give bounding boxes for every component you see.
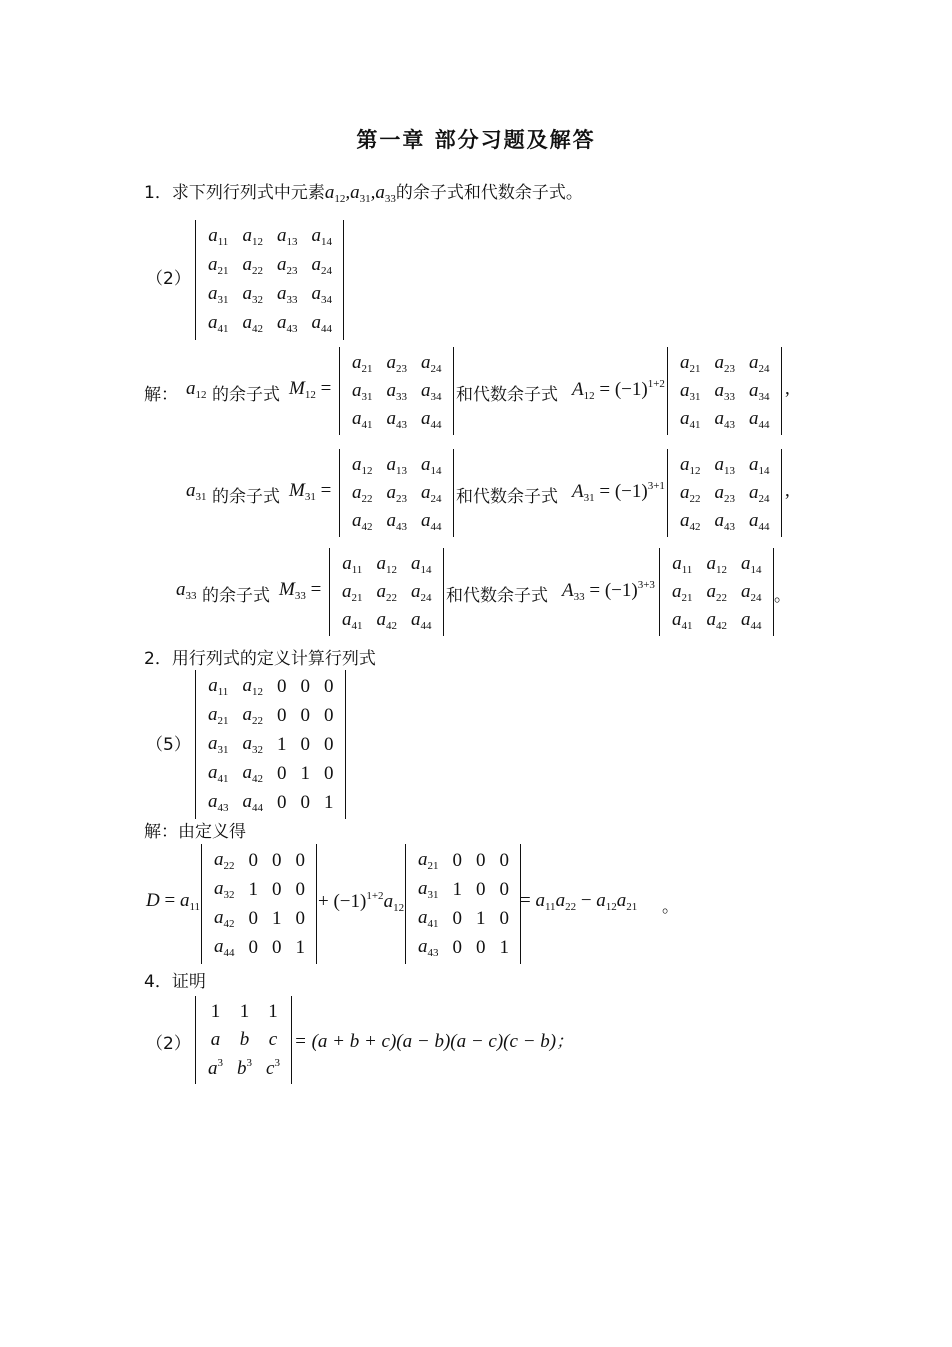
sol1-m33-determinant (329, 548, 444, 636)
matrix-cell: $a_{11}$ (672, 552, 693, 576)
matrix-row (201, 222, 339, 251)
sol1-a31-determinant (667, 449, 782, 537)
sol2-second-determinant (405, 844, 521, 964)
matrix-row (207, 933, 312, 962)
matrix-cell: $a_{33}$ (277, 283, 298, 306)
matrix-cell: $a_{12}$ (680, 453, 701, 477)
matrix-cell: $a_{32}$ (242, 733, 263, 756)
matrix-cell: b (239, 1029, 250, 1050)
matrix-cell: 0 (300, 733, 310, 755)
matrix-row (673, 507, 777, 535)
matrix-cell: $a_{22}$ (242, 254, 263, 277)
sol1-a33-cofactor: $A_{33} = (-1)^{3+3}$ (562, 579, 655, 603)
matrix-cell: $a_{21}$ (352, 351, 373, 375)
matrix-row (201, 1054, 287, 1082)
matrix-cell: $a_{11}$ (208, 675, 229, 698)
matrix-row (673, 349, 777, 377)
q1-suffix: 的余子式和代数余子式。 (395, 183, 583, 203)
sol1-a31-cofactor: $A_{31} = (-1)^{3+1}$ (572, 480, 665, 504)
matrix-cell: 0 (248, 936, 258, 958)
matrix-cell: 1 (300, 762, 310, 784)
matrix-cell: 1 (452, 878, 462, 900)
matrix-cell: 1 (295, 936, 305, 958)
sol1-m33-symbol: $M_{33}$ = (279, 579, 322, 602)
sol1-comma-1: , (785, 378, 790, 399)
q4-label: （2） (146, 1034, 191, 1054)
matrix-cell: 0 (499, 849, 509, 871)
matrix-cell: 0 (295, 907, 305, 929)
matrix-cell: $a_{44}$ (411, 608, 432, 632)
matrix-cell: $a_{22}$ (214, 849, 235, 872)
matrix-cell: $a_{23}$ (386, 351, 407, 375)
matrix-cell: $a_{13}$ (714, 453, 735, 477)
matrix-cell: 0 (324, 762, 334, 784)
matrix-cell: $a_{32}$ (242, 283, 263, 306)
q2-determinant (195, 670, 346, 819)
matrix-cell: 1 (277, 733, 287, 755)
sol1-a33-determinant (659, 548, 774, 636)
matrix-cell: $a_{41}$ (680, 407, 701, 431)
matrix-cell: 0 (272, 849, 282, 871)
matrix-cell: $a_{12}$ (706, 552, 727, 576)
sol2-plus-term: + $(-1)^{1+2}a_{12}$ (318, 890, 405, 914)
sol1-m12-determinant (339, 347, 454, 435)
matrix-cell: $a_{34}$ (421, 379, 442, 403)
matrix-row (673, 451, 777, 479)
matrix-row (201, 998, 287, 1026)
matrix-cell: $a_{42}$ (352, 509, 373, 533)
matrix-cell: 0 (499, 878, 509, 900)
matrix-cell: $a_{22}$ (706, 580, 727, 604)
sol1-exp31: 3+1 (647, 480, 665, 492)
matrix-cell: $a_{31}$ (418, 878, 439, 901)
matrix-cell: 0 (452, 849, 462, 871)
matrix-cell: $a_{41}$ (208, 762, 229, 785)
matrix-cell: 0 (300, 675, 310, 697)
matrix-cell: $a_{24}$ (749, 351, 770, 375)
matrix-row (411, 904, 516, 933)
matrix-cell: 1 (210, 1001, 221, 1022)
q4-determinant (195, 996, 292, 1084)
matrix-cell: 0 (277, 704, 287, 726)
matrix-cell: $a_{23}$ (277, 254, 298, 277)
matrix-row (345, 405, 449, 433)
sol1-a31: $a_{31}$ (186, 480, 207, 503)
matrix-cell: $a_{42}$ (680, 509, 701, 533)
matrix-row (673, 405, 777, 433)
matrix-cell: $b^3$ (237, 1056, 252, 1079)
sol1-period: 。 (774, 586, 791, 606)
matrix-cell: $a_{14}$ (411, 552, 432, 576)
matrix-row (201, 309, 339, 338)
matrix-cell: $a_{43}$ (208, 791, 229, 814)
sol1-m31-determinant (339, 449, 454, 537)
matrix-cell: $a_{12}$ (376, 552, 397, 576)
matrix-row (673, 377, 777, 405)
matrix-cell: 0 (272, 936, 282, 958)
matrix-row (411, 846, 516, 875)
q1-determinant (195, 220, 344, 340)
matrix-cell: $a_{23}$ (714, 351, 735, 375)
matrix-cell: 0 (476, 849, 486, 871)
matrix-cell: $a_{12}$ (352, 453, 373, 477)
matrix-cell: 1 (272, 907, 282, 929)
matrix-cell: $a_{12}$ (242, 225, 263, 248)
matrix-cell: $c^3$ (266, 1056, 280, 1079)
matrix-cell: 0 (499, 907, 509, 929)
matrix-cell: $a_{14}$ (421, 453, 442, 477)
sol1-label: 解： (144, 385, 178, 405)
q1-label: （2） (146, 269, 191, 289)
sol2-exp: 1+2 (366, 890, 384, 902)
matrix-cell: $a_{21}$ (672, 580, 693, 604)
matrix-cell: $a_{44}$ (311, 312, 332, 335)
q1-prompt (144, 178, 583, 205)
matrix-cell: $a_{43}$ (386, 407, 407, 431)
matrix-cell: $a_{24}$ (749, 481, 770, 505)
sol1-exp12: 1+2 (647, 378, 665, 390)
matrix-cell: 1 (324, 791, 334, 813)
matrix-row (665, 606, 769, 634)
matrix-cell: $a_{11}$ (208, 225, 229, 248)
matrix-cell: $a_{14}$ (311, 225, 332, 248)
matrix-cell: $a_{24}$ (421, 481, 442, 505)
matrix-cell: $a_{21}$ (680, 351, 701, 375)
matrix-cell: $a_{23}$ (386, 481, 407, 505)
matrix-row (335, 578, 439, 606)
matrix-cell: $a_{43}$ (277, 312, 298, 335)
matrix-cell: a (210, 1029, 221, 1050)
matrix-row (345, 479, 449, 507)
matrix-cell: $a_{43}$ (714, 407, 735, 431)
matrix-cell: $a_{43}$ (714, 509, 735, 533)
matrix-cell: $a_{13}$ (386, 453, 407, 477)
matrix-cell: $a_{42}$ (214, 907, 235, 930)
matrix-row (665, 550, 769, 578)
matrix-cell: $a_{31}$ (208, 283, 229, 306)
matrix-cell: 0 (277, 675, 287, 697)
matrix-cell: $a_{42}$ (376, 608, 397, 632)
matrix-cell: $a_{23}$ (714, 481, 735, 505)
sol1-a12-cofactor: $A_{12} = (-1)^{1+2}$ (572, 378, 665, 402)
matrix-cell: 0 (248, 849, 258, 871)
matrix-cell: $a_{34}$ (311, 283, 332, 306)
sol1-and-text-3: 和代数余子式 (446, 586, 548, 606)
sol2-first-determinant (201, 844, 317, 964)
matrix-cell: $a_{44}$ (741, 608, 762, 632)
matrix-cell: $a_{44}$ (749, 509, 770, 533)
sol2-d-lhs: $D = a_{11}$ (146, 890, 201, 913)
matrix-row (201, 672, 341, 701)
matrix-cell: $a_{31}$ (208, 733, 229, 756)
matrix-cell: $a_{24}$ (741, 580, 762, 604)
matrix-cell: 1 (248, 878, 258, 900)
matrix-cell: $a_{22}$ (352, 481, 373, 505)
matrix-cell: $a_{21}$ (208, 254, 229, 277)
matrix-row (345, 377, 449, 405)
sol1-exp33: 3+3 (637, 579, 655, 591)
matrix-cell: $a_{41}$ (418, 907, 439, 930)
matrix-cell: $a_{44}$ (421, 407, 442, 431)
matrix-cell: 0 (272, 878, 282, 900)
matrix-cell: $a_{41}$ (208, 312, 229, 335)
sol1-comma-2: , (785, 480, 790, 501)
matrix-row (201, 251, 339, 280)
matrix-cell: 0 (324, 733, 334, 755)
matrix-cell: $a_{22}$ (242, 704, 263, 727)
matrix-row (201, 701, 341, 730)
matrix-row (345, 507, 449, 535)
matrix-row (207, 904, 312, 933)
matrix-cell: 0 (452, 936, 462, 958)
matrix-cell: $a_{43}$ (418, 936, 439, 959)
matrix-cell: $a_{14}$ (741, 552, 762, 576)
matrix-row (201, 759, 341, 788)
matrix-row (411, 933, 516, 962)
matrix-cell: $a_{21}$ (418, 849, 439, 872)
matrix-cell: $a_{44}$ (749, 407, 770, 431)
matrix-row (207, 875, 312, 904)
sol1-minor-text-3: 的余子式 (202, 586, 270, 606)
matrix-cell: $a_{41}$ (352, 407, 373, 431)
matrix-cell: $a_{24}$ (311, 254, 332, 277)
sol1-a12-determinant (667, 347, 782, 435)
q4-end: ； (556, 1032, 574, 1052)
matrix-cell: $a_{31}$ (680, 379, 701, 403)
matrix-cell: c (268, 1029, 278, 1050)
sol1-and-text-2: 和代数余子式 (456, 487, 558, 507)
matrix-cell: $a_{12}$ (242, 675, 263, 698)
matrix-cell: $a_{41}$ (672, 608, 693, 632)
matrix-cell: $a_{13}$ (277, 225, 298, 248)
q4-identity-rhs (294, 1027, 573, 1053)
matrix-cell: $a_{14}$ (749, 453, 770, 477)
sol2-label: 解：由定义得 (144, 822, 246, 842)
matrix-cell: 0 (300, 704, 310, 726)
matrix-cell: 0 (324, 704, 334, 726)
matrix-cell: $a_{11}$ (342, 552, 363, 576)
page-title: 第一章 部分习题及解答 (356, 128, 596, 152)
matrix-cell: $a_{43}$ (386, 509, 407, 533)
sol1-and-text-1: 和代数余子式 (456, 385, 558, 405)
sol1-a12: $a_{12}$ (186, 378, 207, 401)
matrix-cell: $a_{22}$ (680, 481, 701, 505)
matrix-row (673, 479, 777, 507)
sol1-m31-symbol: $M_{31}$ = (289, 480, 332, 503)
matrix-row (411, 875, 516, 904)
matrix-cell: 1 (268, 1001, 278, 1022)
matrix-cell: $a_{21}$ (342, 580, 363, 604)
q1-prefix: 1．求下列行列式中元素 (144, 183, 325, 203)
matrix-cell: 0 (277, 762, 287, 784)
q4-heading: 4．证明 (144, 972, 206, 992)
sol1-minor-text-2: 的余子式 (212, 487, 280, 507)
matrix-cell: $a_{33}$ (714, 379, 735, 403)
matrix-cell: 0 (248, 907, 258, 929)
matrix-row (665, 578, 769, 606)
matrix-row (201, 730, 341, 759)
matrix-row (345, 349, 449, 377)
matrix-cell: $a_{33}$ (386, 379, 407, 403)
matrix-cell: $a_{42}$ (706, 608, 727, 632)
matrix-row (345, 451, 449, 479)
matrix-cell: $a_{32}$ (214, 878, 235, 901)
matrix-row (335, 606, 439, 634)
matrix-cell: 0 (295, 878, 305, 900)
matrix-cell: 0 (300, 791, 310, 813)
sol1-minor-text-1: 的余子式 (212, 385, 280, 405)
matrix-cell: $a_{22}$ (376, 580, 397, 604)
matrix-row (201, 788, 341, 817)
matrix-row (207, 846, 312, 875)
q4-rhs: = (a + b + c)(a − b)(a − c)(c − b) (294, 1031, 557, 1052)
matrix-cell: $a_{34}$ (749, 379, 770, 403)
matrix-row (201, 280, 339, 309)
matrix-cell: 0 (476, 936, 486, 958)
matrix-cell: $a_{31}$ (352, 379, 373, 403)
matrix-cell: $a_{42}$ (242, 762, 263, 785)
matrix-cell: 0 (277, 791, 287, 813)
matrix-cell: 0 (324, 675, 334, 697)
sol2-result: = $a_{11}a_{22} - a_{12}a_{21}$ (520, 890, 638, 913)
matrix-cell: 1 (476, 907, 486, 929)
matrix-cell: $a_{41}$ (342, 608, 363, 632)
matrix-cell: $a_{24}$ (421, 351, 442, 375)
q2-label: （5） (146, 735, 191, 755)
matrix-cell: 1 (239, 1001, 250, 1022)
matrix-cell: 0 (476, 878, 486, 900)
sol1-a33: $a_{33}$ (176, 579, 197, 602)
q2-heading: 2．用行列式的定义计算行列式 (144, 649, 376, 669)
matrix-row (201, 1026, 287, 1054)
sol1-m12-symbol: $M_{12}$ = (289, 378, 332, 401)
matrix-cell: $a_{21}$ (208, 704, 229, 727)
matrix-cell: 1 (499, 936, 509, 958)
matrix-row (335, 550, 439, 578)
q1-elements: $a_{12},a_{31},a_{33}$ (324, 182, 396, 205)
matrix-cell: 0 (452, 907, 462, 929)
matrix-cell: $a_{24}$ (411, 580, 432, 604)
matrix-cell: $a_{44}$ (214, 936, 235, 959)
matrix-cell: $a_{42}$ (242, 312, 263, 335)
matrix-cell: 0 (295, 849, 305, 871)
matrix-cell: $a_{44}$ (421, 509, 442, 533)
matrix-cell: $a_{44}$ (242, 791, 263, 814)
matrix-cell: $a^3$ (208, 1056, 223, 1079)
sol2-period: 。 (662, 897, 679, 917)
